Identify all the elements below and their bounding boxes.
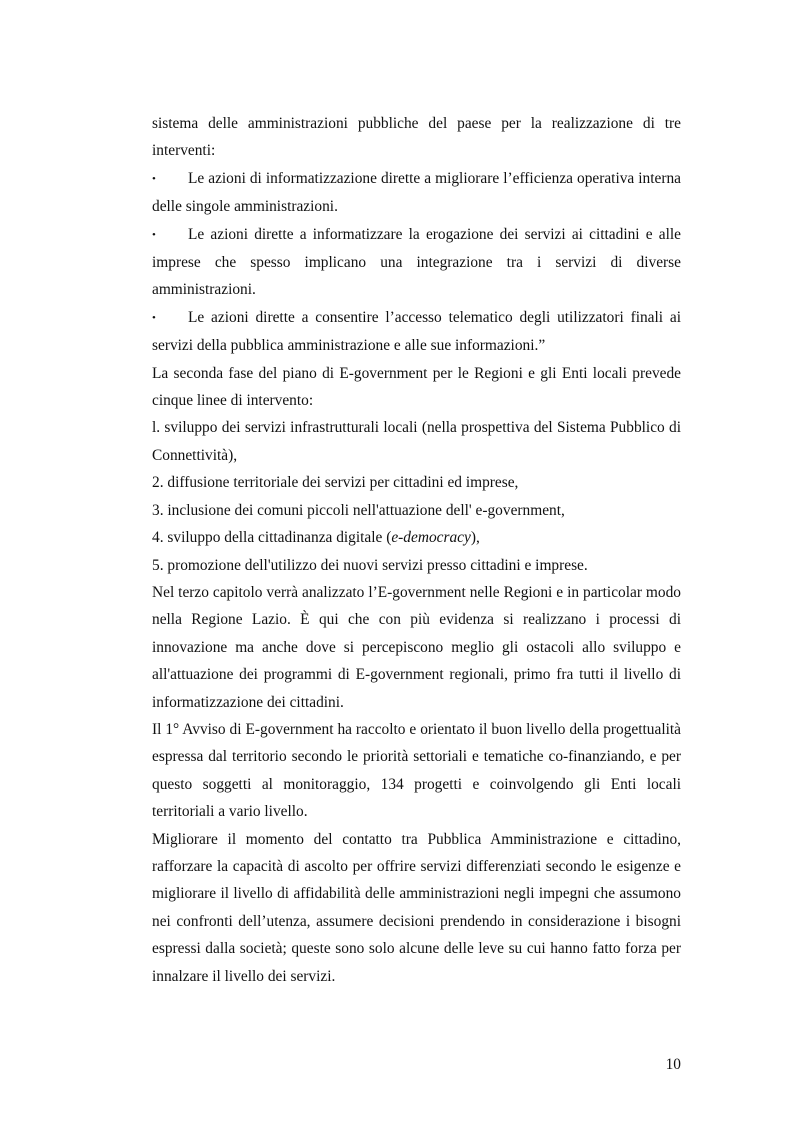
bullet-icon: • xyxy=(152,228,156,241)
improvement-paragraph: Migliorare il momento del contatto tra Pubblica Amministrazione e cittadino, rafforzare la capacità di ascolto per offrire servizi differenziati secondo le esigenze e migliorare il livello di affidabilità delle amministrazioni negli impegni che assumono nei confronti dell’utenza, assumere decisioni prendendo in considerazione i bisogni espressi dalla società; queste sono solo alcune delle leve su cui hanno fatto forza per innalzare il livello dei servizi. xyxy=(152,830,681,985)
bullet-icon: • xyxy=(152,172,156,185)
intervention-line-1: l. sviluppo dei servizi infrastrutturali locali (nella prospettiva del Sistema Pubblico di Connettività), xyxy=(152,419,681,464)
line-4-prefix: 4. sviluppo della cittadinanza digitale ( xyxy=(152,529,392,547)
bullet-text: Le azioni di informatizzazione dirette a migliorare l’efficienza operativa interna delle singole amministrazioni. xyxy=(152,169,681,216)
line-4-italic-term: e-democracy xyxy=(391,529,471,547)
intervention-line-3: 3. inclusione dei comuni piccoli nell'attuazione dell' e-government, xyxy=(152,501,565,519)
bullet-text: Le azioni dirette a consentire l’accesso telematico degli utilizzatori finali ai servizi della pubblica amministrazione e alle sue informazioni.” xyxy=(152,308,681,355)
intervention-line-4 xyxy=(152,524,681,551)
second-phase-paragraph: La seconda fase del piano di E-government per le Regioni e gli Enti locali prevede cinque linee di intervento: xyxy=(152,364,681,410)
bullet-icon: • xyxy=(152,311,156,324)
intro-paragraph: sistema delle amministrazioni pubbliche del paese per la realizzazione di tre interventi: xyxy=(152,115,681,160)
bullet-item-3 xyxy=(152,304,681,360)
line-4-suffix: ), xyxy=(470,529,480,547)
bullet-item-1 xyxy=(152,165,681,221)
third-chapter-paragraph: Nel terzo capitolo verrà analizzato l’E-government nelle Regioni e in particolar modo nella Regione Lazio. È qui che con più evidenza si realizzano i processi di innovazione ma anche dove si percepiscono meglio gli ostacoli allo sviluppo e all'attuazione dei programmi di E-government regionali, primo fra tutti il livello di informatizzazione dei cittadini. xyxy=(152,583,681,711)
first-notice-paragraph: Il 1° Avviso di E-government ha raccolto e orientato il buon livello della progettualità espressa dal territorio secondo le priorità settoriali e tematiche co-finanziando, e per questo soggetti al monitoraggio, 134 progetti e coinvolgendo gli Enti locali territoriali a vario livello. xyxy=(152,720,681,821)
page-number: 10 xyxy=(665,1056,681,1073)
page-body xyxy=(152,110,681,990)
bullet-text: Le azioni dirette a informatizzare la erogazione dei servizi ai cittadini e alle imprese che spesso implicano una integrazione tra i servizi di diverse amministrazioni. xyxy=(152,225,681,299)
intervention-line-5: 5. promozione dell'utilizzo dei nuovi servizi presso cittadini e imprese. xyxy=(152,556,588,574)
bullet-item-2 xyxy=(152,221,681,304)
intervention-line-2: 2. diffusione territoriale dei servizi per cittadini ed imprese, xyxy=(152,474,519,492)
